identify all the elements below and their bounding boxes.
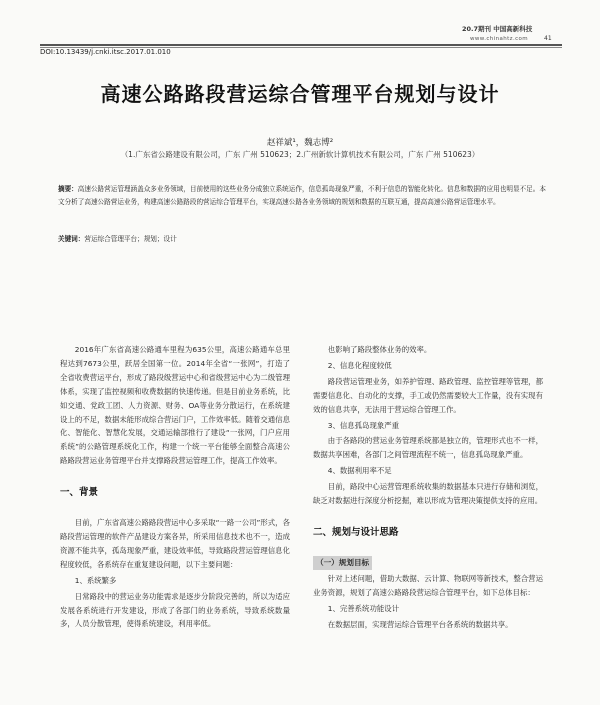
header-rule: [40, 44, 562, 46]
doi-line: DOI:10.13439/j.cnki.itsc.2017.01.010: [40, 48, 171, 56]
continued-paragraph: 也影响了路段整体业务的效率。: [327, 345, 432, 354]
left-column: [60, 343, 290, 631]
systems-paragraph: 日常路段中的营运业务功能需求是逐步分阶段完善的，所以为适应发展各系统进行开发建设，形成了各部门的业务系统，导致系统数量多，人员分散管理，使得系统建设，利用率低。: [60, 591, 290, 629]
article-title: 高速公路路段营运综合管理平台规划与设计: [100, 82, 500, 106]
system-design-paragraph: 在数据层面，实现营运综合管理平台各系统的数据共享。: [327, 619, 513, 629]
article-authors: 赵祥斌¹，魏志博²: [266, 138, 334, 148]
background-paragraph: 目前，广东省高速公路路段营运中心多采取“一路一公司”形式，各路段营运管理的软件产品建设方案各异，所采用信息技术也不一，造成资源不能共享，孤岛现象严重，建设效率低，导致路段营运管理信息化程度较低，各系统存在重复建设问题，以下主要问题：: [60, 518, 290, 569]
section-heading-background: 一、背景: [60, 487, 99, 499]
subheading-system-design: 1、完善系统功能设计: [327, 603, 400, 613]
keywords: [58, 233, 546, 243]
keywords-label: 关键词：: [58, 235, 85, 243]
subheading-informatization: 2、信息化程度较低: [327, 360, 392, 370]
abstract-label: 摘要：: [58, 185, 78, 193]
intro-paragraph: 2016年广东省高速公路通车里程为635公里，高速公路通车总里程达到7673公里，跃居全国第一位。2014年全省“一张网”，打造了全省收费营运平台，形成了路段级营运中心和省级营运中心为二级管理体系，实现了监控视频和收费数据的快速传递。但是目前业务系统，比如交通、党政工团、人力资源、财务、OA等业务分散运行，在系统建设上的不足，数据未能形成综合营运门户，工作效率低。随着交通信息化、智能化、智慧化发展，交通运输部推行了建设“一张网，门户应用系统”的公路管理系统化工作，构建一个统一平台能够全面整合高速公路路段营运业务管理平台并支撑路段营运管理工作，提高工作效率。: [60, 345, 290, 466]
goals-paragraph: 针对上述问题，借助大数据、云计算、物联网等新技术，整合营运业务资源，规划了高速公路路段营运综合管理平台，如下总体目标：: [313, 573, 543, 597]
page-number: 41: [544, 35, 552, 42]
abstract-text: 高速公路营运管理涵盖众多业务领域，目前使用的这些业务分成独立系统运作，信息孤岛现象严重，不利于信息的智能化转化。信息和数据的应用也明显不足。本文分析了高速公路营运业务，构建高速公路路段的营运综合管理平台，实现高速公路各业务领域的规划和数据的互联互通，提高高速公路营运管理水平。: [58, 185, 546, 206]
journal-website: www.chinahtz.com: [470, 36, 529, 42]
author-affiliations: （1.广东省公路建设有限公司，广东 广州 510623；2.广州新软计算机技术有限公司，广东 广州 510623）: [120, 150, 480, 159]
informatization-paragraph: 路段营运管理业务，如养护管理、路政管理、监控管理等管理，都需要信息化、自动化的支撑，手工或仍然需要较大工作量，没有实现有效的信息共享，无法用于营运综合管理工作。: [313, 376, 543, 414]
subheading-systems: 1、系统繁多: [74, 575, 117, 585]
subheading-data-usage: 4、数据利用率不足: [327, 466, 392, 476]
right-column: [313, 343, 543, 631]
subsection-label-goals: （一）规划目标: [313, 556, 372, 570]
data-usage-paragraph: 目前，路段中心运营管理系统收集的数据基本只进行存储和浏览，缺乏对数据进行深度分析挖掘，难以形成为管理决策提供支持的应用。: [313, 482, 543, 506]
abstract: [58, 183, 546, 208]
keywords-text: 营运综合管理平台；规划；设计: [84, 235, 177, 243]
subheading-info-islands: 3、信息孤岛现象严重: [327, 420, 400, 430]
journal-name: 20.7期刊 中国高新科技: [462, 25, 533, 33]
info-islands-paragraph: 由于各路段的营运业务管理系统都是独立的，管理形式也不一样，数据共享困难，各部门之间管理流程不统一，信息孤岛现象严重。: [313, 436, 543, 460]
section-heading-planning: 二、规划与设计思路: [313, 526, 399, 538]
